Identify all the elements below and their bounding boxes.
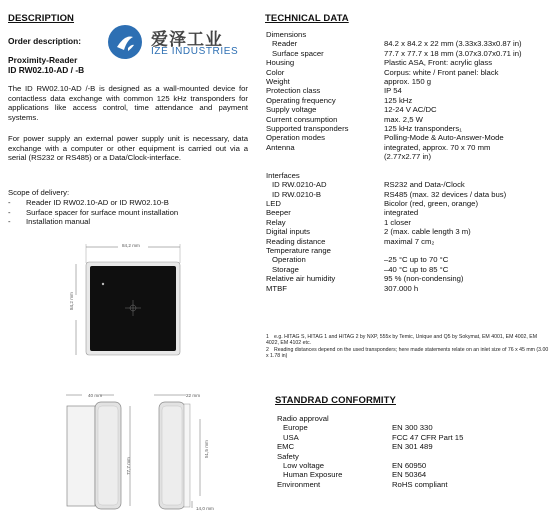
spec-key: Reader — [272, 39, 298, 49]
table-row — [266, 161, 552, 170]
table-row — [277, 442, 547, 451]
footnote — [266, 334, 550, 347]
front-height-dimension: 84,2 mm — [69, 292, 74, 310]
table-row — [266, 171, 552, 180]
spec-value: max. 2,5 W — [384, 114, 423, 124]
table-row — [266, 143, 552, 152]
spec-key: LED — [266, 199, 281, 209]
spec-value: –25 °C up to 70 °C — [384, 255, 449, 265]
side-view-drawing — [58, 384, 138, 514]
spec-key: ID RW.0210-AD — [272, 180, 327, 190]
footnote — [266, 347, 550, 360]
spec-value: integrated — [384, 208, 419, 218]
standard-value: EN 50364 — [392, 470, 427, 480]
footnote-mark: 1 — [266, 334, 269, 340]
table-row — [266, 190, 552, 199]
conformity-table — [277, 414, 547, 489]
spec-key: Interfaces — [266, 170, 300, 180]
spec-value: integrated, approx. 70 x 70 mm — [384, 142, 491, 152]
table-row — [266, 237, 552, 246]
logo-mark-icon — [107, 24, 143, 60]
spec-value: 77.7 x 77.7 x 18 mm (3.07x3.07x0.71 in) — [384, 48, 522, 58]
spec-value: 125 kHz — [384, 95, 413, 105]
table-row — [277, 470, 547, 479]
table-row — [266, 246, 552, 255]
conformity-heading: STANDRAD CONFORMITY — [275, 395, 396, 406]
standard-key: Safety — [277, 451, 299, 461]
table-row — [277, 452, 547, 461]
side-height-dimension: 77,7 mm — [126, 457, 131, 475]
spec-value: 307.000 h — [384, 283, 419, 293]
order-label: Order description: — [8, 36, 82, 46]
table-row — [266, 208, 552, 217]
standard-key: Human Exposure — [283, 470, 343, 480]
technical-data-table — [266, 30, 552, 293]
table-row — [266, 199, 552, 208]
spec-key: Reading distance — [266, 236, 326, 246]
description-heading: DESCRIPTION — [8, 13, 75, 24]
table-row — [266, 58, 552, 67]
table-row — [266, 124, 552, 133]
footnote-mark: 2 — [266, 346, 269, 353]
spec-key: Supported transponders — [266, 123, 349, 133]
spec-key: Temperature range — [266, 245, 331, 255]
description-paragraph-1: The ID RW02.10-AD /-B is designed as a wall-mounted device for contactless data exchange with common 125 kHz transponders for applications like access control, time attendance and payment systems. — [8, 84, 248, 123]
product-id: ID RW02.10-AD / -B — [8, 65, 85, 75]
standard-value: EN 300 330 — [392, 423, 433, 433]
table-row — [266, 86, 552, 95]
spec-value: 95 % (non-condensing) — [384, 274, 464, 284]
spec-value: 84.2 x 84.2 x 22 mm (3.33x3.33x0.87 in) — [384, 39, 522, 49]
spec-value: 1 closer — [384, 217, 411, 227]
table-row — [277, 423, 547, 432]
spec-value: IP 54 — [384, 86, 402, 96]
standard-key: EMC — [277, 442, 295, 452]
spec-key: Beeper — [266, 208, 291, 218]
product-title: Proximity-Reader — [8, 55, 78, 65]
standard-value: RoHS compliant — [392, 479, 448, 489]
scope-item: - Reader ID RW02.10-AD or ID RW02.10-B — [8, 198, 248, 208]
description-paragraph-2: For power supply an external power supply unit is necessary, data exchange with a computer or other equipment is carried out via a serial (RS232 or RS485) or a Data/Clock-interface. — [8, 134, 248, 163]
standard-key: Low voltage — [283, 460, 325, 470]
standard-key: Radio approval — [277, 414, 329, 423]
standard-value: FCC 47 CFR Part 15 — [392, 432, 464, 442]
table-row — [266, 284, 552, 293]
scope-item: - Surface spacer for surface mount installation — [8, 208, 248, 218]
spec-key: Antenna — [266, 142, 295, 152]
spacer-depth-dimension: 22 mm — [186, 393, 201, 398]
table-row — [277, 480, 547, 489]
spec-key: Supply voltage — [266, 105, 317, 115]
spec-value: Bicolor (red, green, orange) — [384, 199, 479, 209]
spec-key: Relative air humidity — [266, 274, 336, 284]
table-row — [266, 30, 552, 39]
table-row — [266, 265, 552, 274]
spec-key: Operation modes — [266, 133, 325, 143]
scope-label: Scope of delivery: — [8, 188, 70, 197]
spacer-view-drawing — [150, 384, 230, 514]
front-view-drawing — [70, 240, 195, 360]
table-row — [266, 68, 552, 77]
table-row — [266, 180, 552, 189]
standard-key: USA — [283, 432, 299, 442]
spec-key: Current consumption — [266, 114, 338, 124]
spacer-height-dimension: 51,5 mm — [204, 440, 209, 458]
standard-key: Europe — [283, 423, 308, 433]
standard-value: EN 60950 — [392, 460, 427, 470]
table-row — [266, 49, 552, 58]
spec-key: Protection class — [266, 86, 321, 96]
spec-key: MTBF — [266, 283, 287, 293]
table-row — [266, 152, 552, 161]
spec-key: Relay — [266, 217, 286, 227]
company-logo — [107, 22, 257, 62]
table-row — [266, 227, 552, 236]
table-row — [266, 115, 552, 124]
spec-value: RS485 (max. 32 devices / data bus) — [384, 189, 507, 199]
spec-value: 125 kHz transponders₁ — [384, 123, 462, 133]
spec-value: Polling-Mode & Auto-Answer-Mode — [384, 133, 504, 143]
scope-list — [8, 198, 248, 227]
logo-english-text: IZE INDUSTRIES — [151, 46, 239, 57]
footnote-text: e.g. HITAG S, HITAG 1 and HITAG 2 by NXP, 555x by Temic, Unique and Q5 by Sokymat, EM 4001, EM 4002, EM 4022, EM 4102 etc. — [266, 334, 538, 347]
side-depth-dimension: 40 mm — [88, 393, 103, 398]
spec-key: Operating frequency — [266, 95, 336, 105]
spec-value: 12-24 V AC/DC — [384, 105, 437, 115]
spacer-bottom-dimension: 14,0 mm — [196, 506, 214, 511]
spec-value: RS232 and Data-/Clock — [384, 180, 465, 190]
spec-key: Storage — [272, 264, 299, 274]
spec-key: Operation — [272, 255, 306, 265]
spec-key: Weight — [266, 76, 290, 86]
spec-value: –40 °C up to 85 °C — [384, 264, 449, 274]
front-width-dimension: 84,2 mm — [122, 243, 140, 248]
spec-key: Surface spacer — [272, 48, 324, 58]
table-row — [266, 133, 552, 142]
spec-value: (2.77x2.77 in) — [384, 152, 432, 162]
logo-chinese-text: 爱泽工业 — [151, 30, 223, 49]
spec-value: Corpus: white / Front panel: black — [384, 67, 499, 77]
table-row — [266, 274, 552, 283]
spec-key: ID RW.0210-B — [272, 189, 321, 199]
table-row — [266, 77, 552, 86]
table-row — [277, 433, 547, 442]
table-row — [266, 255, 552, 264]
spec-key: Digital inputs — [266, 227, 311, 237]
spec-value: approx. 150 g — [384, 76, 432, 86]
spec-key: Housing — [266, 58, 295, 68]
table-row — [277, 461, 547, 470]
standard-value: EN 301 489 — [392, 442, 433, 452]
table-row — [277, 414, 547, 423]
spec-key: Color — [266, 67, 285, 77]
technical-data-heading: TECHNICAL DATA — [265, 13, 349, 24]
spec-value: Plastic ASA, Front: acrylic glass — [384, 58, 493, 68]
footnotes — [266, 334, 550, 359]
spec-value: maximal 7 cm₂ — [384, 236, 435, 246]
table-row — [266, 105, 552, 114]
table-row — [266, 96, 552, 105]
spec-value: 2 (max. cable length 3 m) — [384, 227, 471, 237]
table-row — [266, 218, 552, 227]
footnote-text: Reading distances depend on the used transponders; here made statements relate on an inlet size of 76 x 45 mm (3.00 x 1.78 in) — [266, 346, 549, 359]
spec-key: Dimensions — [266, 30, 307, 39]
standard-key: Environment — [277, 479, 321, 489]
table-row — [266, 39, 552, 48]
scope-item: - Installation manual — [8, 217, 248, 227]
